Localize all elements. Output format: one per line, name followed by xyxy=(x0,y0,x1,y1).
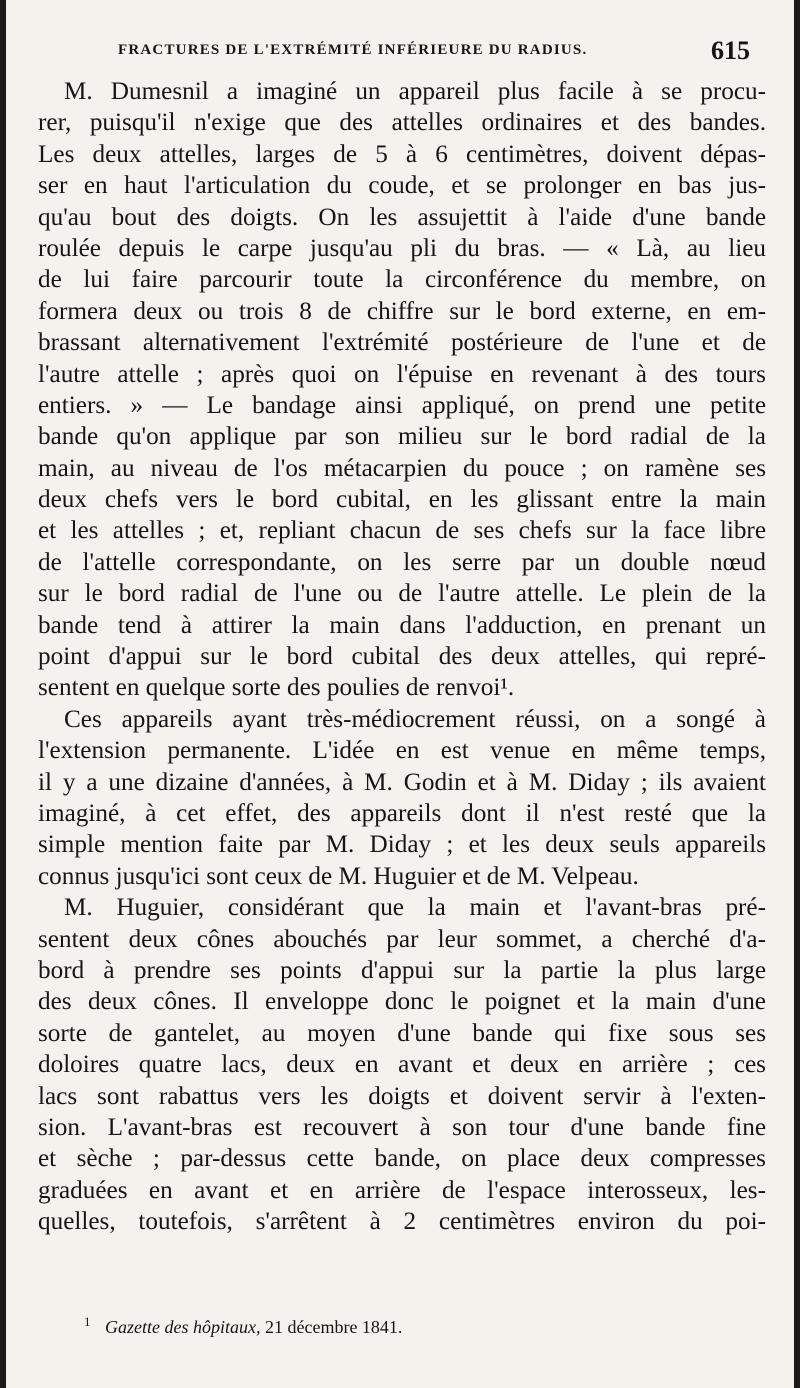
text-line: bord à prendre ses points d'appui sur la partie la plus large xyxy=(38,956,766,984)
text-line: simple mention faite par M. Diday ; et les deux seuls appareils xyxy=(38,831,766,859)
text-line: il y a une dizaine d'années, à M. Godin et à M. Diday ; ils avaient xyxy=(38,768,766,796)
text-line: doloires quatre lacs, deux en avant et deux en arrière ; ces xyxy=(38,1051,766,1079)
text-line: brassant alternativement l'extrémité postérieure de l'une et de xyxy=(38,329,766,357)
text-line: sentent en quelque sorte des poulies de renvoi¹. xyxy=(38,674,515,702)
text-line: quelles, toutefois, s'arrêtent à 2 centimètres environ du poi- xyxy=(38,1208,766,1236)
text-line: main, au niveau de l'os métacarpien du pouce ; on ramène ses xyxy=(38,454,766,482)
text-line: M. Dumesnil a imaginé un appareil plus facile à se procu- xyxy=(64,78,766,105)
text-line: roulée depuis le carpe jusqu'au pli du bras. — « Là, au lieu xyxy=(38,234,766,262)
text-line: entiers. » — Le bandage ainsi appliqué, on prend une petite xyxy=(38,391,766,419)
text-line: sur le bord radial de l'une ou de l'autre attelle. Le plein de la xyxy=(38,580,766,608)
page-left-edge xyxy=(0,0,6,1388)
text-line: de lui faire parcourir toute la circonférence du membre, on xyxy=(38,266,766,294)
page-number: 615 xyxy=(711,36,750,65)
text-line: ser en haut l'articulation du coude, et se prolonger en bas jus- xyxy=(38,172,766,200)
text-line: sorte de gantelet, au moyen d'une bande qui fixe sous ses xyxy=(38,1019,766,1047)
text-line: bande qu'on applique par son milieu sur le bord radial de la xyxy=(38,423,766,451)
text-line: l'extension permanente. L'idée en est venue en même temps, xyxy=(38,737,766,765)
text-line: de l'attelle correspondante, on les serre par un double nœud xyxy=(38,548,766,576)
text-line: et les attelles ; et, repliant chacun de ses chefs sur la face libre xyxy=(38,517,766,545)
text-line: connus jusqu'ici sont ceux de M. Huguier et de M. Velpeau. xyxy=(38,862,639,890)
text-line: sion. L'avant-bras est recouvert à son tour d'une bande fine xyxy=(38,1113,766,1141)
footnote-source: Gazette des hôpitaux, xyxy=(105,1317,261,1337)
text-line: deux chefs vers le bord cubital, en les glissant entre la main xyxy=(38,486,766,514)
text-line: point d'appui sur le bord cubital des deux attelles, qui repré- xyxy=(38,643,766,671)
text-line: formera deux ou trois 8 de chiffre sur le bord externe, en em- xyxy=(38,297,766,325)
text-line: des deux cônes. Il enveloppe donc le poignet et la main d'une xyxy=(38,988,766,1016)
text-line: Ces appareils ayant très-médiocrement réussi, on a songé à xyxy=(64,705,766,733)
text-line: imaginé, à cet effet, des appareils dont il n'est resté que la xyxy=(38,799,766,827)
footnote xyxy=(84,1314,402,1338)
text-line: sentent deux cônes abouchés par leur sommet, a cherché d'a- xyxy=(38,925,766,953)
text-line: Les deux attelles, larges de 5 à 6 centimètres, doivent dépas- xyxy=(38,140,766,168)
page-header xyxy=(40,36,760,68)
footnote-mark: 1 xyxy=(84,1314,91,1329)
text-line: qu'au bout des doigts. On les assujettit à l'aide d'une bande xyxy=(38,203,766,231)
running-title: FRACTURES DE L'EXTRÉMITÉ INFÉRIEURE DU RADIUS. xyxy=(118,42,588,58)
text-line: graduées en avant et en arrière de l'espace interosseux, les- xyxy=(38,1176,766,1204)
body-text xyxy=(38,76,766,1237)
text-line: et sèche ; par-dessus cette bande, on place deux compresses xyxy=(38,1145,766,1173)
footnote-date: 21 décembre 1841. xyxy=(264,1317,403,1337)
text-line: M. Huguier, considérant que la main et l'avant-bras pré- xyxy=(64,894,766,922)
text-line: l'autre attelle ; après quoi on l'épuise en revenant à des tours xyxy=(38,360,766,388)
text-line: bande tend à attirer la main dans l'adduction, en prenant un xyxy=(38,611,766,639)
text-line: lacs sont rabattus vers les doigts et doivent servir à l'exten- xyxy=(38,1082,766,1110)
page-right-edge xyxy=(794,0,800,1388)
text-line: rer, puisqu'il n'exige que des attelles ordinaires et des bandes. xyxy=(38,109,766,137)
